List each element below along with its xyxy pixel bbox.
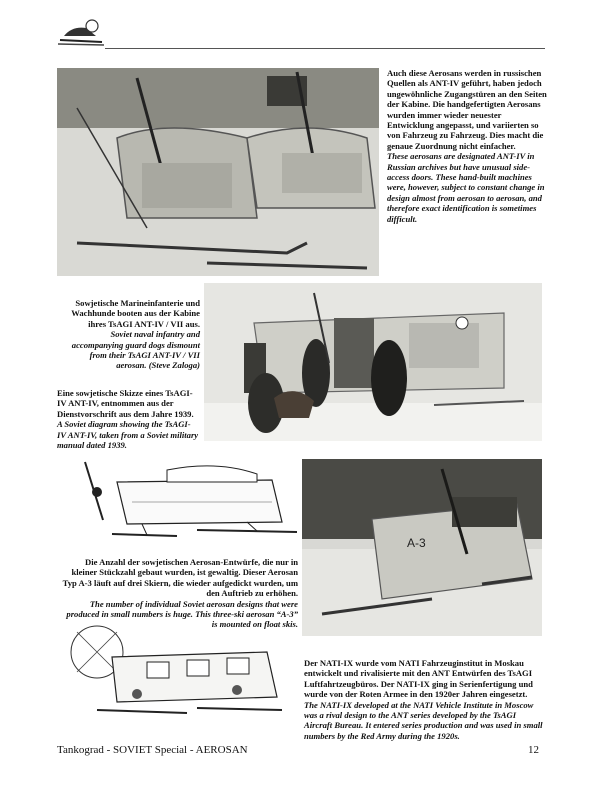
photo-naval-infantry-dogs — [204, 283, 542, 441]
caption-german: Auch diese Aerosans werden in russischen Quellen als ANT-IV geführt, haben jedoch ungewöhnliche Zugangstüren an den Seiten der Kabine. Die handgefertigten Aerosans wurden immer wieder neuester Entwicklung angepasst, und variierten so von Fahrzeug zu Fahrzeug. Dies macht die genaue Zuordnung nicht einfacher. — [387, 68, 547, 151]
caption-ant-iv-side-doors — [387, 68, 547, 224]
caption-english: Soviet naval infantry and accompanying guard dogs dismount from their TsAGI ANT-IV / VII aerosan. (Steve Zaloga) — [71, 329, 200, 371]
caption-english: A Soviet diagram showing the TsAGI-IV ANT-IV, taken from a Soviet military manual dated 1939. — [57, 419, 199, 451]
sketch-nati-ix — [57, 612, 301, 722]
publisher-logo-aerosan-icon — [52, 12, 112, 52]
photo-a3-aerosan — [302, 459, 542, 636]
caption-nati-ix — [304, 658, 544, 741]
caption-naval-infantry — [62, 298, 200, 371]
header-rule — [105, 48, 545, 49]
caption-english: These aerosans are designated ANT-IV in Russian archives but have unusual side-access doors. These hand-built machines were, however, subject to constant change in design almost from aerosan to aerosan, and therefore exact identification is sometimes difficult. — [387, 151, 545, 224]
caption-german: Die Anzahl der sowjetischen Aerosan-Entwürfe, die nur in kleiner Stückzahl gebaut wurden, ist gewaltig. Dieser Aerosan Typ A-3 läuft auf drei Skiern, die wieder aufgedickt wurden, um den Auftrieb zu erhöhen. — [62, 557, 298, 599]
caption-english: The number of individual Soviet aerosan designs that were produced in small numbers is huge. This three-ski aerosan “A-3” is mounted on float skis. — [66, 598, 298, 630]
caption-english: The NATI-IX developed at the NATI Vehicle Institute in Moscow was a rival design to the ANT series developed by the TsAGI Aircraft Bureau. It entered series production and was used in small numbers by the Red Army during the 1920s. — [304, 699, 543, 741]
caption-german: Der NATI-IX wurde vom NATI Fahrzeuginstitut in Moskau entwickelt und rivalisierte mit den ANT Entwürfen des TsAGI Luftfahrtzeugbüros. Der NATI-IX ging in Serienfertigung und wurde von der Roten Armee in den 1920er Jahren eingesetzt. — [304, 658, 533, 700]
caption-german: Eine sowjetische Skizze eines TsAGI-IV ANT-IV, entnommen aus der Dienstvorschrift aus dem Jahre 1939. — [57, 388, 194, 419]
footer-publication-title: Tankograd - SOVIET Special - AEROSAN — [57, 744, 248, 756]
photo-two-ant-iv-aerosans — [57, 68, 379, 276]
page-number: 12 — [528, 744, 539, 756]
a3-hull-marking: A-3 — [407, 536, 426, 550]
caption-german: Sowjetische Marineinfanterie und Wachhunde booten aus der Kabine ihres TsAGI ANT-IV / VII aus. — [71, 298, 200, 329]
caption-soviet-diagram — [57, 388, 199, 450]
sketch-tsagi-ant-iv — [57, 452, 297, 552]
